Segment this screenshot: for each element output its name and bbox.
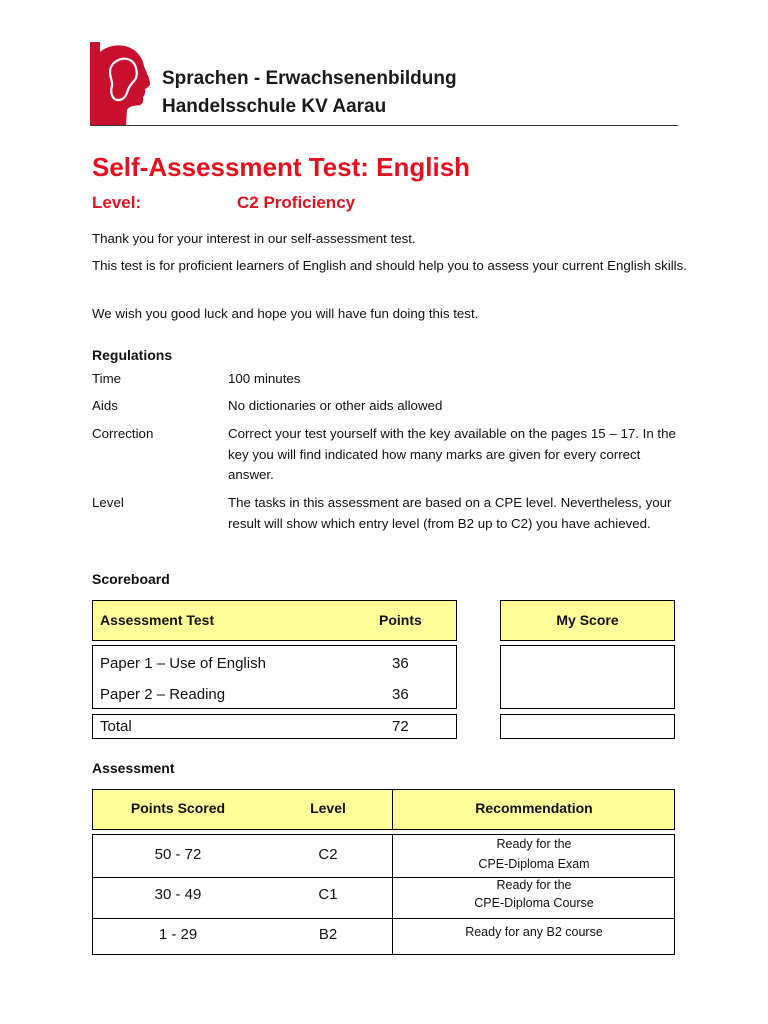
assessment-points-cell: 1 - 29 xyxy=(158,926,198,943)
myscore-header xyxy=(500,600,675,641)
scoreboard-row-points: 36 xyxy=(392,655,409,672)
scoreboard-row-test: Paper 1 – Use of English xyxy=(100,655,266,672)
assessment-rec-line1: Ready for the xyxy=(496,878,572,892)
assessment-header xyxy=(92,789,675,830)
org-name-line2: Handelsschule KV Aarau xyxy=(162,96,387,117)
scoreboard-header xyxy=(92,600,457,641)
myscore-col-label: My Score xyxy=(556,612,619,628)
regulations-heading: Regulations xyxy=(92,347,173,363)
scoreboard-total-label: Total xyxy=(100,718,132,735)
intro-paragraph-2: This test is for proficient learners of English and should help you to assess your current English skills. xyxy=(92,258,687,273)
header-divider xyxy=(90,125,678,126)
page-title: Self-Assessment Test: English xyxy=(92,152,471,182)
regulation-value-level: The tasks in this assessment are based on a CPE level. Nevertheless, your result will show which entry level (from B2 up to C2) you have achieved. xyxy=(228,495,672,531)
regulation-label-correction: Correction xyxy=(92,426,154,441)
myscore-total-box[interactable] xyxy=(500,714,675,739)
org-name-line1: Sprachen - Erwachsenenbildung xyxy=(162,68,457,89)
assessment-rec-line2: CPE-Diploma Course xyxy=(474,896,594,910)
scoreboard-row-test: Paper 2 – Reading xyxy=(100,686,226,703)
assessment-points-cell: 50 - 72 xyxy=(154,846,202,863)
assessment-heading: Assessment xyxy=(92,760,175,776)
school-logo xyxy=(90,42,152,126)
assessment-level-cell: C1 xyxy=(318,886,338,903)
regulation-label-time: Time xyxy=(92,371,122,386)
regulation-label-aids: Aids xyxy=(92,398,118,413)
assessment-rec-line1: Ready for the xyxy=(496,837,572,851)
level-value: C2 Proficiency xyxy=(237,193,356,212)
scoreboard-col-points: Points xyxy=(379,612,422,628)
intro-paragraph-3: We wish you good luck and hope you will have fun doing this test. xyxy=(92,306,479,321)
assessment-points-cell: 30 - 49 xyxy=(154,886,202,903)
assessment-level-cell: B2 xyxy=(318,926,338,943)
scoreboard-heading: Scoreboard xyxy=(92,571,170,587)
assessment-rec-line1: Ready for any B2 course xyxy=(465,925,603,939)
scoreboard-row-points: 36 xyxy=(392,686,409,703)
scoreboard-papers xyxy=(92,645,457,709)
assessment-table xyxy=(92,834,675,955)
assessment-rec-line2: CPE-Diploma Exam xyxy=(478,857,590,871)
regulation-value-correction: Correct your test yourself with the key available on the pages 15 – 17. In the key you will find indicated how many marks are given for every correct answer. xyxy=(228,426,676,482)
assessment-col-points: Points Scored xyxy=(130,800,226,816)
regulation-label-level: Level xyxy=(92,495,124,510)
regulation-value-aids: No dictionaries or other aids allowed xyxy=(228,398,443,413)
scoreboard-total xyxy=(92,714,457,739)
regulation-value-time: 100 minutes xyxy=(228,371,301,386)
level-label: Level: xyxy=(92,193,142,212)
assessment-level-cell: C2 xyxy=(318,846,338,863)
assessment-col-recommendation: Recommendation xyxy=(475,800,593,816)
assessment-col-level: Level xyxy=(310,800,346,816)
intro-paragraph-1: Thank you for your interest in our self-assessment test. xyxy=(92,231,416,246)
myscore-papers-box[interactable] xyxy=(500,645,675,709)
scoreboard-total-points: 72 xyxy=(392,718,409,735)
scoreboard-col-test: Assessment Test xyxy=(100,612,215,628)
